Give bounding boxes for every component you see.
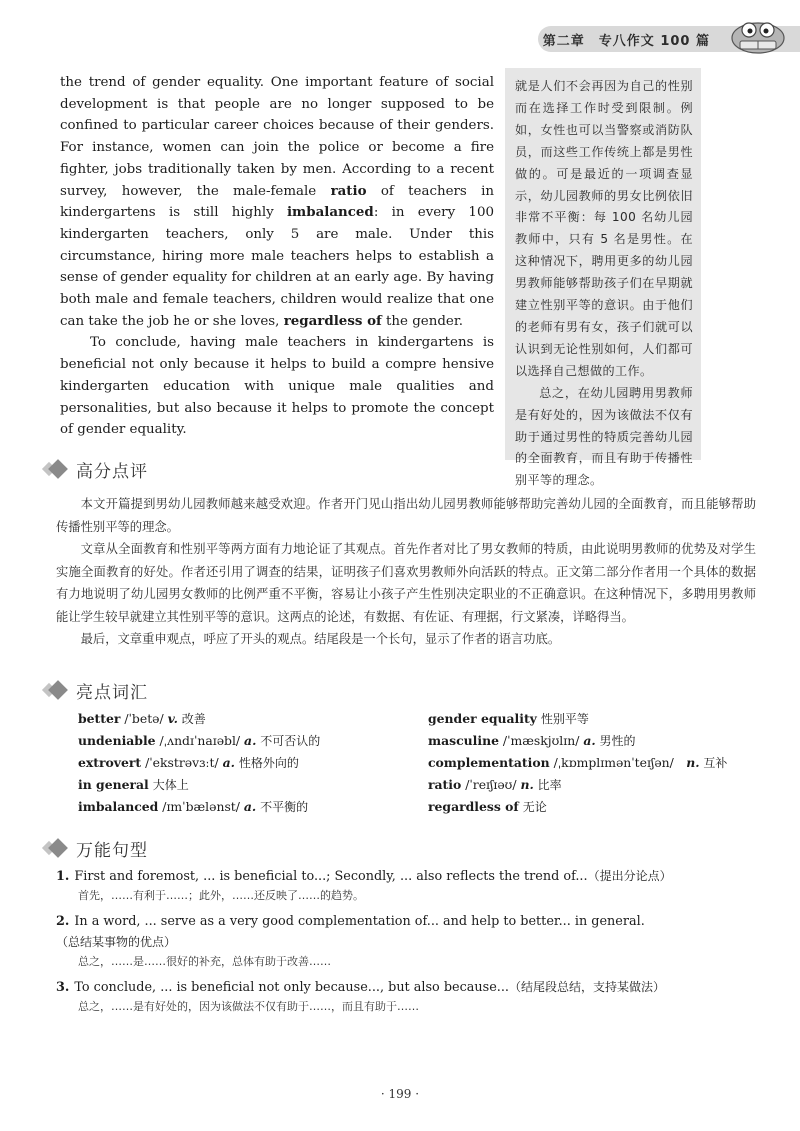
vocab-section-title: 亮点词汇 (76, 682, 148, 703)
vocab-item: masculine /ˈmæskjʊlɪn/ a. 男性的 (428, 733, 636, 748)
comment-paragraph: 本文开篇提到男幼儿园教师越来越受欢迎。作者开门见山指出幼儿园男教师能够帮助完善幼儿园的全面教育，而且能够帮助传播性别平等的理念。 (56, 497, 756, 534)
book-mascot-icon (728, 12, 788, 56)
page-number: · 199 · (380, 1087, 420, 1101)
pattern-item: 1. First and foremost, ... is beneficial to...; Secondly, ... also reflects the trend of...（提出分论点） 首先，……有利于……；此外，……还反映了……的趋势。 (56, 869, 672, 902)
essay-english (60, 72, 494, 441)
comment-section-title: 高分点评 (76, 461, 148, 482)
pattern-list (56, 866, 762, 1022)
vocab-item: complementation /ˌkɒmplɪmənˈteɪʃən/ n. 互补 (428, 755, 728, 770)
chapter-header-title: 第二章 专八作文 100 篇 (542, 34, 710, 49)
essay-paragraph-2: To conclude, having male teachers in kindergartens is beneficial not only because it helps to build a compre hensive kindergarten education with unique male qualities and personalities, but also because it helps to promote the concept of gender equality. (60, 335, 494, 438)
vocab-item: extrovert /ˈekstrəvɜːt/ a. 性格外向的 (78, 755, 299, 770)
vocab-item: regardless of 无论 (428, 799, 547, 814)
vocab-item: better /ˈbetə/ v. 改善 (78, 711, 206, 726)
pattern-item: 2. In a word, ... serve as a very good complementation of... and help to better... in general.（总结某事物的优点） 总之，……是……很好的补充，总体有助于改善…… (56, 914, 645, 968)
vocab-item: in general 大体上 (78, 777, 189, 792)
translation-paragraph-1: 就是人们不会再因为自己的性别而在选择工作时受到限制。例如，女性也可以当警察或消防队员，而这些工作传统上都是男性做的。可是最近的一项调查显示，幼儿园教师的男女比例依旧非常不平衡：每 100 名幼儿园教师中，只有 5 名是男性。在这种情况下，聘用更多的幼儿园男教师能够帮助孩子们在早期就建立性别平等的意识。由于他们的老师有男有女，孩子们就可以认识到无论性别如何，人们都可以选择自己想做的工作。 (515, 79, 693, 378)
vocab-item: ratio /ˈreɪʃɪəʊ/ n. 比率 (428, 777, 562, 792)
comment-section-heading (48, 455, 148, 483)
pattern-section-heading (48, 834, 148, 862)
vocab-column-right (428, 708, 727, 818)
vocab-item: undeniable /ˌʌndɪˈnaɪəbl/ a. 不可否认的 (78, 733, 321, 748)
diamond-icon (48, 680, 68, 700)
translation-box (505, 68, 701, 488)
comment-paragraph: 最后，文章重申观点，呼应了开头的观点。结尾段是一个长句，显示了作者的语言功底。 (80, 632, 561, 646)
diamond-icon (48, 838, 68, 858)
diamond-icon (48, 459, 68, 479)
pattern-item: 3. To conclude, ... is beneficial not only because..., but also because...（结尾段总结，支持某做法） 总之，……是有好处的，因为该做法不仅有助于……，而且有助于…… (56, 980, 665, 1013)
comment-body (56, 493, 756, 651)
essay-paragraph-1: the trend of gender equality. One important feature of social development is that people are no longer supposed to be confined to particular career choices because of their genders. For instance, women can join the police or become a fire fighter, jobs traditionally taken by men. According to a recent survey, however, the male-female ratio of teachers in kindergartens is still highly imbalanced: in every 100 kindergarten teachers, only 5 are male. Under this circumstance, hiring more male teachers helps to establish a sense of gender equality for children at an early age. By having both male and female teachers, children would realize that one can take the job he or she loves, regardless of the gender. (60, 75, 494, 329)
vocab-item: gender equality 性别平等 (428, 711, 589, 726)
vocab-section-heading (48, 676, 148, 704)
pattern-section-title: 万能句型 (76, 840, 148, 861)
comment-paragraph: 文章从全面教育和性别平等两方面有力地论证了其观点。首先作者对比了男女教师的特质，由此说明男教师的优势及对学生实施全面教育的好处。作者还引用了调查的结果，证明孩子们喜欢男教师外向活跃的特点。正文第二部分作者用一个具体的数据有力地说明了幼儿园男女教师的比例严重不平衡，容易让小孩子产生性别决定职业的不正确意识。在这种情况下，多聘用男教师能让学生较早就建立其性别平等的意识。这两点的论述，有数据、有佐证、有理据，行文紧凑，详略得当。 (56, 542, 756, 624)
translation-paragraph-2: 总之，在幼儿园聘用男教师是有好处的，因为该做法不仅有助于通过男性的特质完善幼儿园的全面教育，而且有助于传播性别平等的理念。 (515, 385, 693, 488)
vocab-column-left (78, 708, 320, 818)
vocab-item: imbalanced /ɪmˈbælənst/ a. 不平衡的 (78, 799, 309, 814)
